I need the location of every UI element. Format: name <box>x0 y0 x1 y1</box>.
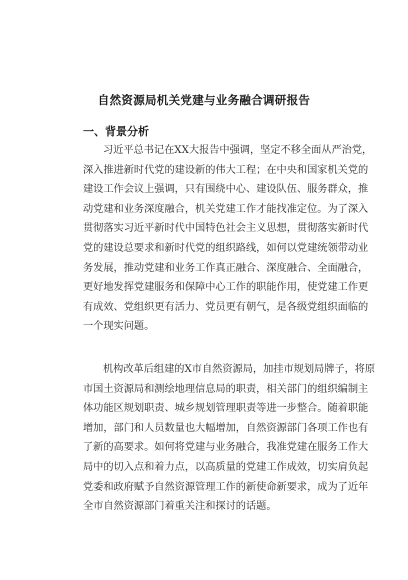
paragraph-line: 了新的高要求。如何将党建与业务融合，我准党建在服务工作大 <box>83 442 369 454</box>
document-title: 自然资源局机关党建与业务融合调研报告 <box>97 93 311 107</box>
paragraph-line: 市国土资源局和测绘地理信息局的职责，相关部门的组织编制主 <box>83 383 369 395</box>
paragraph-line: 更好地发挥党建服务和保障中心工作的职能作用，使党建工作更 <box>83 282 369 294</box>
paragraph-line: 深入推进新时代党的建设新的伟大工程；在中央和国家机关党的 <box>83 164 369 176</box>
paragraph-line: 务发展，推动党建和业务工作真正融合、深度融合、全面融合， <box>83 262 369 274</box>
paragraph-line: 局中的切入点和着力点，以高质量的党建工作成效，切实肩负起 <box>83 461 369 473</box>
paragraph-line: 全市自然资源部门着重关注和探讨的话题。 <box>83 501 277 513</box>
paragraph-line: 一个现实问题。 <box>83 321 155 333</box>
paragraph-line: 建设工作会议上强调，只有围绕中心、建设队伍、服务群众，推 <box>83 184 369 196</box>
paragraph-line: 有成效、党组织更有活力、党员更有朝气，是各级党组织面临的 <box>83 301 369 313</box>
paragraph-line: 习近平总书记在XX大报告中强调，坚定不移全面从严治党， <box>103 145 373 156</box>
paragraph-1 <box>83 141 373 337</box>
paragraph-line: 贯彻落实习近平新时代中国特色社会主义思想，贯彻落实新时代 <box>83 223 369 235</box>
paragraph-line: 党委和政府赋予自然资源管理工作的新使命新要求，成为了近年 <box>83 481 369 493</box>
paragraph-2 <box>83 360 376 517</box>
section-heading: 一、背景分析 <box>83 125 149 138</box>
paragraph-line: 党的建设总要求和新时代党的组织路线，如何以党建统领带动业 <box>83 242 369 254</box>
paragraph-line: 增加，部门和人员数量也大幅增加，自然资源部门各项工作也有 <box>83 422 369 434</box>
paragraph-line: 动党建和业务深度融合，机关党建工作才能找准定位。为了深入 <box>83 203 369 215</box>
paragraph-line: 体功能区规划职责、城乡规划管理职责等进一步整合。随着职能 <box>83 403 369 415</box>
paragraph-line: 机构改革后组建的X市自然资源局，加挂市规划局牌子，将原 <box>103 364 376 375</box>
